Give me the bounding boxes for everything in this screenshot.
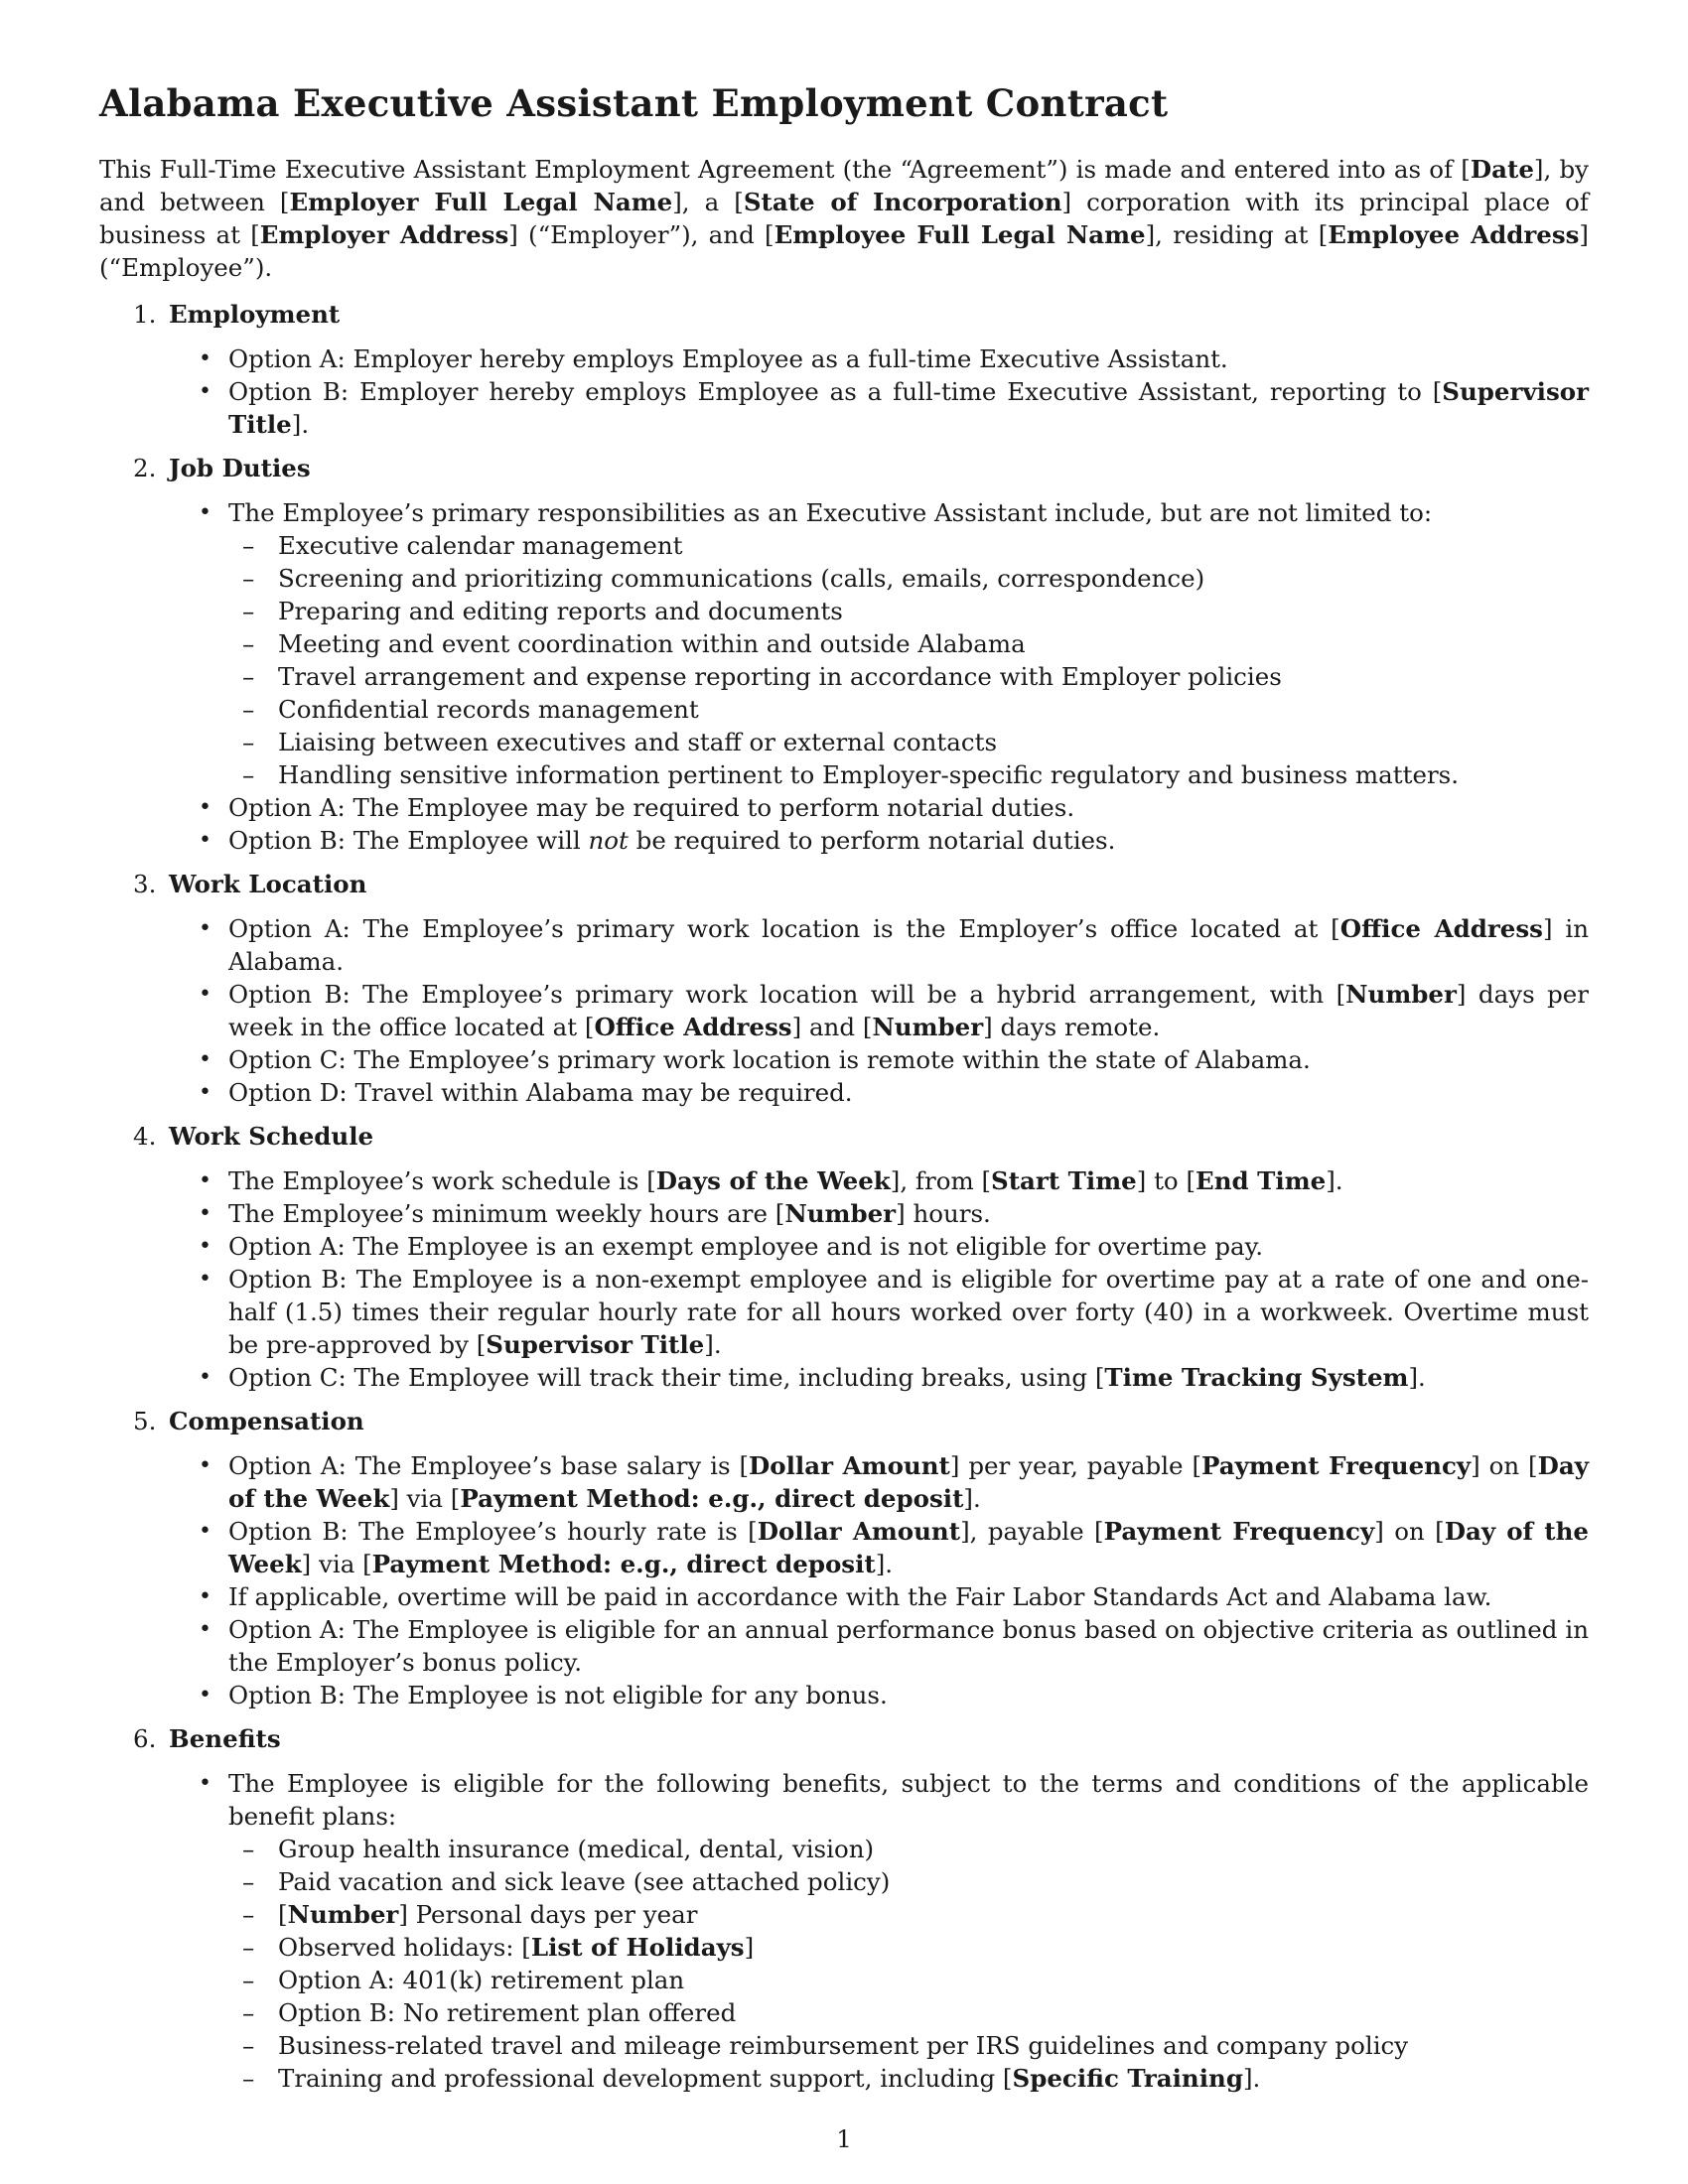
section-job-duties (99, 452, 1589, 857)
placeholder-employer-address: Employer Address (259, 220, 509, 249)
placeholder-employer-name: Employer Full Legal Name (289, 188, 673, 216)
bullet-list (99, 496, 1589, 857)
section-benefits (99, 1722, 1589, 2095)
sub-list-item: – Meeting and event coordination within and outside Alabama (242, 629, 1026, 658)
section-heading: 3. Work Location (133, 870, 367, 898)
document-page (99, 81, 1589, 2106)
intro-paragraph: This Full-Time Executive Assistant Employment Agreement (the “Agreement”) is made and entered into as of [Date], by and between [Employer Full Legal Name], a [State of Incorporation] corporation with its principal place of business at [Employer Address] (“Employer”), and [Employee Full Legal Name], residing at [Employee Address] (“Employee”). (99, 155, 1589, 282)
list-item: • The Employee’s minimum weekly hours are [Number] hours. (199, 1199, 991, 1228)
list-item: • Option D: Travel within Alabama may be required. (199, 1078, 853, 1107)
sub-list-item: – Preparing and editing reports and documents (242, 597, 843, 625)
placeholder-date: Date (1470, 155, 1534, 184)
sub-list-item: – Group health insurance (medical, dental, vision) (242, 1835, 875, 1863)
list-item: • The Employee is eligible for the following benefits, subject to the terms and conditions of the applicable benefit plans: – Group health insurance (medical, dental, vision) – Paid vacation and sick leave (see attached policy) – [Number] Personal days per year – Observed holidays: [List of Holidays] – Option A: 401(k) retirement plan – Option B: No retirement plan offered – Business-related travel and mileage reimbursement per IRS guidelines and company policy – Training and professional development support, including [Specific Training]. (199, 1769, 1589, 2093)
sub-list-item: – Liaising between executives and staff or external contacts (242, 728, 998, 756)
sub-list-item: – Travel arrangement and expense reporting in accordance with Employer policies (242, 662, 1282, 691)
list-item: • Option B: Employer hereby employs Employee as a full-time Executive Assistant, reporting to [Supervisor Title]. (199, 377, 1589, 439)
bullet-list (99, 1767, 1589, 2095)
sub-list-item: – Observed holidays: [List of Holidays] (242, 1933, 755, 1962)
sub-list-item: – Paid vacation and sick leave (see attached policy) (242, 1867, 891, 1896)
section-heading: 2. Job Duties (133, 454, 311, 482)
section-heading: 1. Employment (133, 300, 341, 329)
list-item: • Option A: Employer hereby employs Employee as a full-time Executive Assistant. (199, 344, 1228, 373)
sub-list-item: – Option A: 401(k) retirement plan (242, 1966, 685, 1994)
sub-list-item: – Option B: No retirement plan offered (242, 1998, 737, 2027)
bullet-list (99, 1164, 1589, 1394)
list-item: • Option B: The Employee is a non-exempt employee and is eligible for overtime pay at a rate of one and one-half (1.5) times their regular hourly rate for all hours worked over forty (40) in a workweek. Overtime must be pre-approved by [Supervisor Title]. (199, 1265, 1589, 1359)
list-item: • The Employee’s primary responsibilities as an Executive Assistant include, but are not limited to: – Executive calendar management – Screening and prioritizing communications (calls, emails, correspondence) – Preparing and editing reports and documents – Meeting and event coordination within and outside Alabama – Travel arrangement and expense reporting in accordance with Employer policies – Confidential records management – Liaising between executives and staff or external contacts – Handling sensitive information pertinent to Employer-specific regulatory and business matters. (99, 496, 1589, 791)
bullet-list (99, 342, 1589, 441)
bullet-list (99, 1449, 1589, 1711)
list-item: • Option B: The Employee’s primary work location will be a hybrid arrangement, with [Number] days per week in the office located at [Office Address] and [Number] days remote. (199, 980, 1590, 1041)
section-heading: 4. Work Schedule (133, 1122, 374, 1151)
list-item: • Option A: The Employee’s primary work location is the Employer’s office located at [Office Address] in Alabama. (199, 914, 1589, 976)
sub-list (228, 529, 1589, 791)
sub-list-item: – Training and professional development support, including [Specific Training]. (242, 2064, 1261, 2093)
page-title: Alabama Executive Assistant Employment Contract (99, 81, 1169, 125)
sub-list-item: – Screening and prioritizing communications (calls, emails, correspondence) (242, 564, 1205, 593)
sub-list-item: – Handling sensitive information pertinent to Employer-specific regulatory and business matters. (242, 760, 1460, 789)
section-compensation (99, 1405, 1589, 1711)
list-item: • Option A: The Employee is an exempt employee and is not eligible for overtime pay. (199, 1232, 1263, 1261)
list-item: • Option B: The Employee will not be required to perform notarial duties. (199, 826, 1116, 855)
sub-list-item: – Executive calendar management (242, 531, 683, 560)
list-item: • The Employee’s work schedule is [Days of the Week], from [Start Time] to [End Time]. (199, 1166, 1343, 1195)
list-item: • Option A: The Employee is eligible for an annual performance bonus based on objective criteria as outlined in the Employer’s bonus policy. (199, 1615, 1589, 1677)
list-item: • Option A: The Employee’s base salary is [Dollar Amount] per year, payable [Payment Frequency] on [Day of the Week] via [Payment Method: e.g., direct deposit]. (199, 1451, 1589, 1513)
list-item: • Option C: The Employee’s primary work location is remote within the state of Alabama. (199, 1045, 1311, 1074)
placeholder-state: State of Incorporation (743, 188, 1062, 216)
list-item: • Option A: The Employee may be required to perform notarial duties. (199, 793, 1075, 822)
section-work-location (99, 868, 1589, 1109)
list-item: • If applicable, overtime will be paid in accordance with the Fair Labor Standards Act and Alabama law. (199, 1582, 1492, 1611)
placeholder-employee-address: Employee Address (1328, 220, 1580, 249)
section-employment (99, 298, 1589, 441)
list-item: • Option C: The Employee will track their time, including breaks, using [Time Tracking System]. (199, 1363, 1426, 1392)
section-work-schedule (99, 1120, 1589, 1394)
bullet-list (99, 912, 1589, 1109)
section-heading: 5. Compensation (133, 1407, 364, 1435)
page-number: 1 (836, 2124, 852, 2153)
sub-list-item: – [Number] Personal days per year (242, 1900, 698, 1929)
list-item: • Option B: The Employee’s hourly rate is [Dollar Amount], payable [Payment Frequency] on [Day of the Week] via [Payment Method: e.g., direct deposit]. (199, 1517, 1589, 1578)
contract-sections (99, 298, 1589, 2095)
placeholder-employee-name: Employee Full Legal Name (774, 220, 1146, 249)
sub-list (228, 1833, 1589, 2095)
sub-list-item: – Confidential records management (242, 695, 699, 724)
sub-list-item: – Business-related travel and mileage reimbursement per IRS guidelines and company policy (242, 2031, 1409, 2060)
section-heading: 6. Benefits (133, 1724, 281, 1753)
list-item: • Option B: The Employee is not eligible for any bonus. (199, 1681, 888, 1709)
